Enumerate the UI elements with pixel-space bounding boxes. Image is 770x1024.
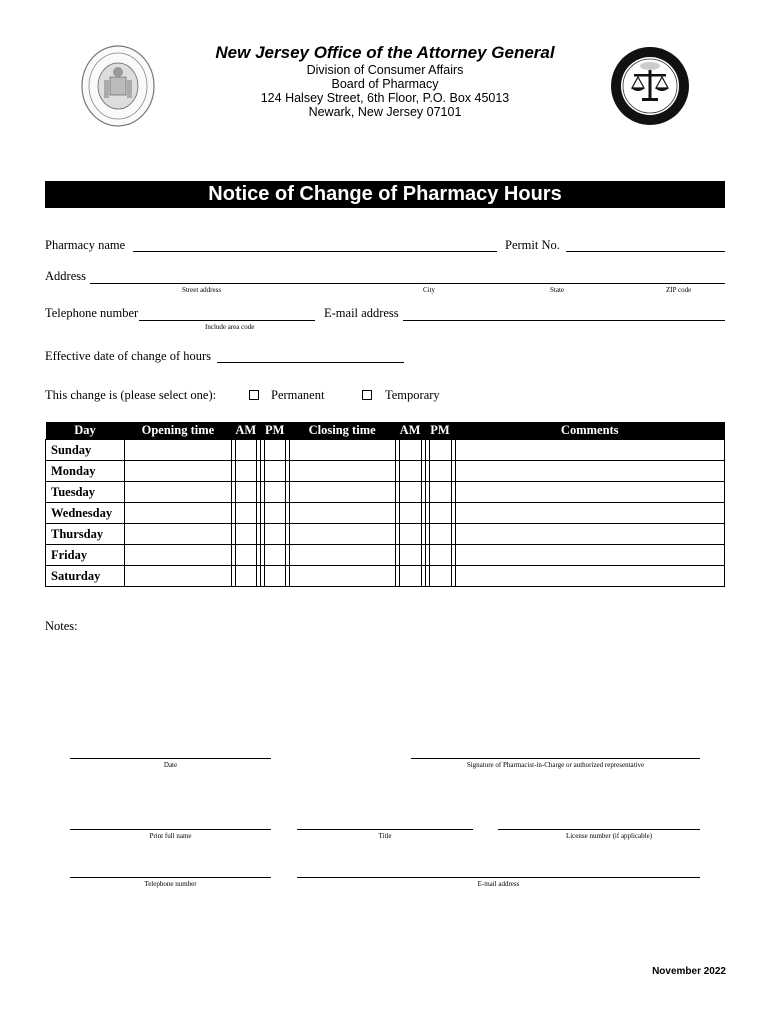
signature-field[interactable] <box>411 758 700 759</box>
zip-hint: ZIP code <box>666 286 692 294</box>
title-field[interactable] <box>297 829 473 830</box>
permanent-label: Permanent <box>271 388 325 402</box>
pm-header-closing: PM <box>425 422 455 440</box>
opening-time-cell[interactable] <box>124 461 231 482</box>
opening-am-box[interactable] <box>231 545 260 566</box>
opening-pm-box[interactable] <box>260 461 289 482</box>
email-field[interactable] <box>403 320 725 321</box>
closing-pm-box[interactable] <box>425 440 455 461</box>
email-label: E-mail address <box>324 306 399 320</box>
telephone-label: Telephone number <box>45 306 139 320</box>
closing-pm-box[interactable] <box>425 482 455 503</box>
comments-cell[interactable] <box>455 482 725 503</box>
opening-am-box[interactable] <box>231 461 260 482</box>
permit-field[interactable] <box>566 251 725 252</box>
street-address-hint: Street address <box>182 286 222 294</box>
division-line: Division of Consumer Affairs <box>306 63 464 77</box>
closing-am-box[interactable] <box>395 482 425 503</box>
day-cell: Sunday <box>46 440 125 461</box>
closing-am-box[interactable] <box>395 503 425 524</box>
closing-time-header: Closing time <box>289 422 395 440</box>
comments-cell[interactable] <box>455 461 725 482</box>
opening-am-box[interactable] <box>231 524 260 545</box>
board-line: Board of Pharmacy <box>331 77 439 91</box>
city-line: Newark, New Jersey 07101 <box>308 105 462 119</box>
signature-hint: Signature of Pharmacist-in-Charge or authorized representative <box>466 761 645 769</box>
signer-email-field[interactable] <box>297 877 700 878</box>
city-hint: City <box>423 286 436 294</box>
day-cell: Friday <box>46 545 125 566</box>
day-cell: Monday <box>46 461 125 482</box>
form-title: Notice of Change of Pharmacy Hours <box>45 181 725 208</box>
closing-time-cell[interactable] <box>289 440 395 461</box>
closing-am-box[interactable] <box>395 440 425 461</box>
comments-cell[interactable] <box>455 440 725 461</box>
opening-time-cell[interactable] <box>124 545 231 566</box>
table-row <box>46 524 725 545</box>
table-row <box>46 482 725 503</box>
opening-am-box[interactable] <box>231 503 260 524</box>
am-header-opening: AM <box>231 422 260 440</box>
address-field[interactable] <box>90 283 725 284</box>
license-hint: License number (if applicable) <box>565 832 653 840</box>
table-row <box>46 503 725 524</box>
opening-time-cell[interactable] <box>124 440 231 461</box>
closing-pm-box[interactable] <box>425 503 455 524</box>
opening-time-cell[interactable] <box>124 482 231 503</box>
effective-date-label: Effective date of change of hours <box>45 349 212 363</box>
closing-pm-box[interactable] <box>425 566 455 587</box>
closing-time-cell[interactable] <box>289 566 395 587</box>
day-cell: Tuesday <box>46 482 125 503</box>
revision-date: November 2022 <box>652 966 726 977</box>
table-row <box>46 461 725 482</box>
am-header-closing: AM <box>395 422 425 440</box>
closing-pm-box[interactable] <box>425 524 455 545</box>
telephone-field[interactable] <box>139 320 315 321</box>
closing-time-cell[interactable] <box>289 524 395 545</box>
closing-time-cell[interactable] <box>289 482 395 503</box>
opening-am-box[interactable] <box>231 566 260 587</box>
street-line: 124 Halsey Street, 6th Floor, P.O. Box 45013 <box>260 91 510 105</box>
comments-cell[interactable] <box>455 545 725 566</box>
permit-label: Permit No. <box>505 238 560 252</box>
opening-am-box[interactable] <box>231 482 260 503</box>
permanent-checkbox[interactable] <box>249 390 259 400</box>
closing-time-cell[interactable] <box>289 545 395 566</box>
change-type-label: This change is (please select one): <box>45 388 217 402</box>
closing-am-box[interactable] <box>395 524 425 545</box>
comments-cell[interactable] <box>455 524 725 545</box>
closing-am-box[interactable] <box>395 566 425 587</box>
temporary-label: Temporary <box>385 388 440 402</box>
title-hint: Title <box>378 832 392 840</box>
pharmacy-name-label: Pharmacy name <box>45 238 126 252</box>
day-cell: Wednesday <box>46 503 125 524</box>
day-header: Day <box>46 422 125 440</box>
opening-pm-box[interactable] <box>260 503 289 524</box>
opening-time-cell[interactable] <box>124 524 231 545</box>
pharmacy-name-field[interactable] <box>133 251 497 252</box>
table-row <box>46 566 725 587</box>
table-row <box>46 440 725 461</box>
opening-pm-box[interactable] <box>260 566 289 587</box>
date-field[interactable] <box>70 758 271 759</box>
opening-time-cell[interactable] <box>124 503 231 524</box>
day-cell: Saturday <box>46 566 125 587</box>
closing-am-box[interactable] <box>395 461 425 482</box>
date-hint: Date <box>163 761 178 769</box>
opening-pm-box[interactable] <box>260 545 289 566</box>
area-code-hint: Include area code <box>205 323 255 331</box>
signer-telephone-field[interactable] <box>70 877 271 878</box>
opening-pm-box[interactable] <box>260 524 289 545</box>
comments-cell[interactable] <box>455 503 725 524</box>
closing-am-box[interactable] <box>395 545 425 566</box>
closing-time-cell[interactable] <box>289 461 395 482</box>
opening-pm-box[interactable] <box>260 482 289 503</box>
day-cell: Thursday <box>46 524 125 545</box>
comments-cell[interactable] <box>455 566 725 587</box>
opening-time-header: Opening time <box>124 422 231 440</box>
state-hint: State <box>550 286 564 294</box>
opening-am-box[interactable] <box>231 440 260 461</box>
closing-pm-box[interactable] <box>425 461 455 482</box>
opening-pm-box[interactable] <box>260 440 289 461</box>
license-field[interactable] <box>498 829 700 830</box>
hours-table <box>45 422 725 587</box>
table-row <box>46 545 725 566</box>
comments-header: Comments <box>455 422 725 440</box>
effective-date-field[interactable] <box>217 362 404 363</box>
print-name-hint: Print full name <box>149 832 192 840</box>
address-label: Address <box>45 269 86 283</box>
table-header-row <box>46 422 725 440</box>
notes-area[interactable] <box>45 638 725 738</box>
pm-header-opening: PM <box>260 422 289 440</box>
temporary-checkbox[interactable] <box>362 390 372 400</box>
closing-pm-box[interactable] <box>425 545 455 566</box>
office-title: New Jersey Office of the Attorney General <box>215 43 555 62</box>
opening-time-cell[interactable] <box>124 566 231 587</box>
signer-telephone-hint: Telephone number <box>144 880 197 888</box>
print-name-field[interactable] <box>70 829 271 830</box>
signer-email-hint: E-mail address <box>477 880 520 888</box>
notes-label: Notes: <box>45 619 78 633</box>
closing-time-cell[interactable] <box>289 503 395 524</box>
